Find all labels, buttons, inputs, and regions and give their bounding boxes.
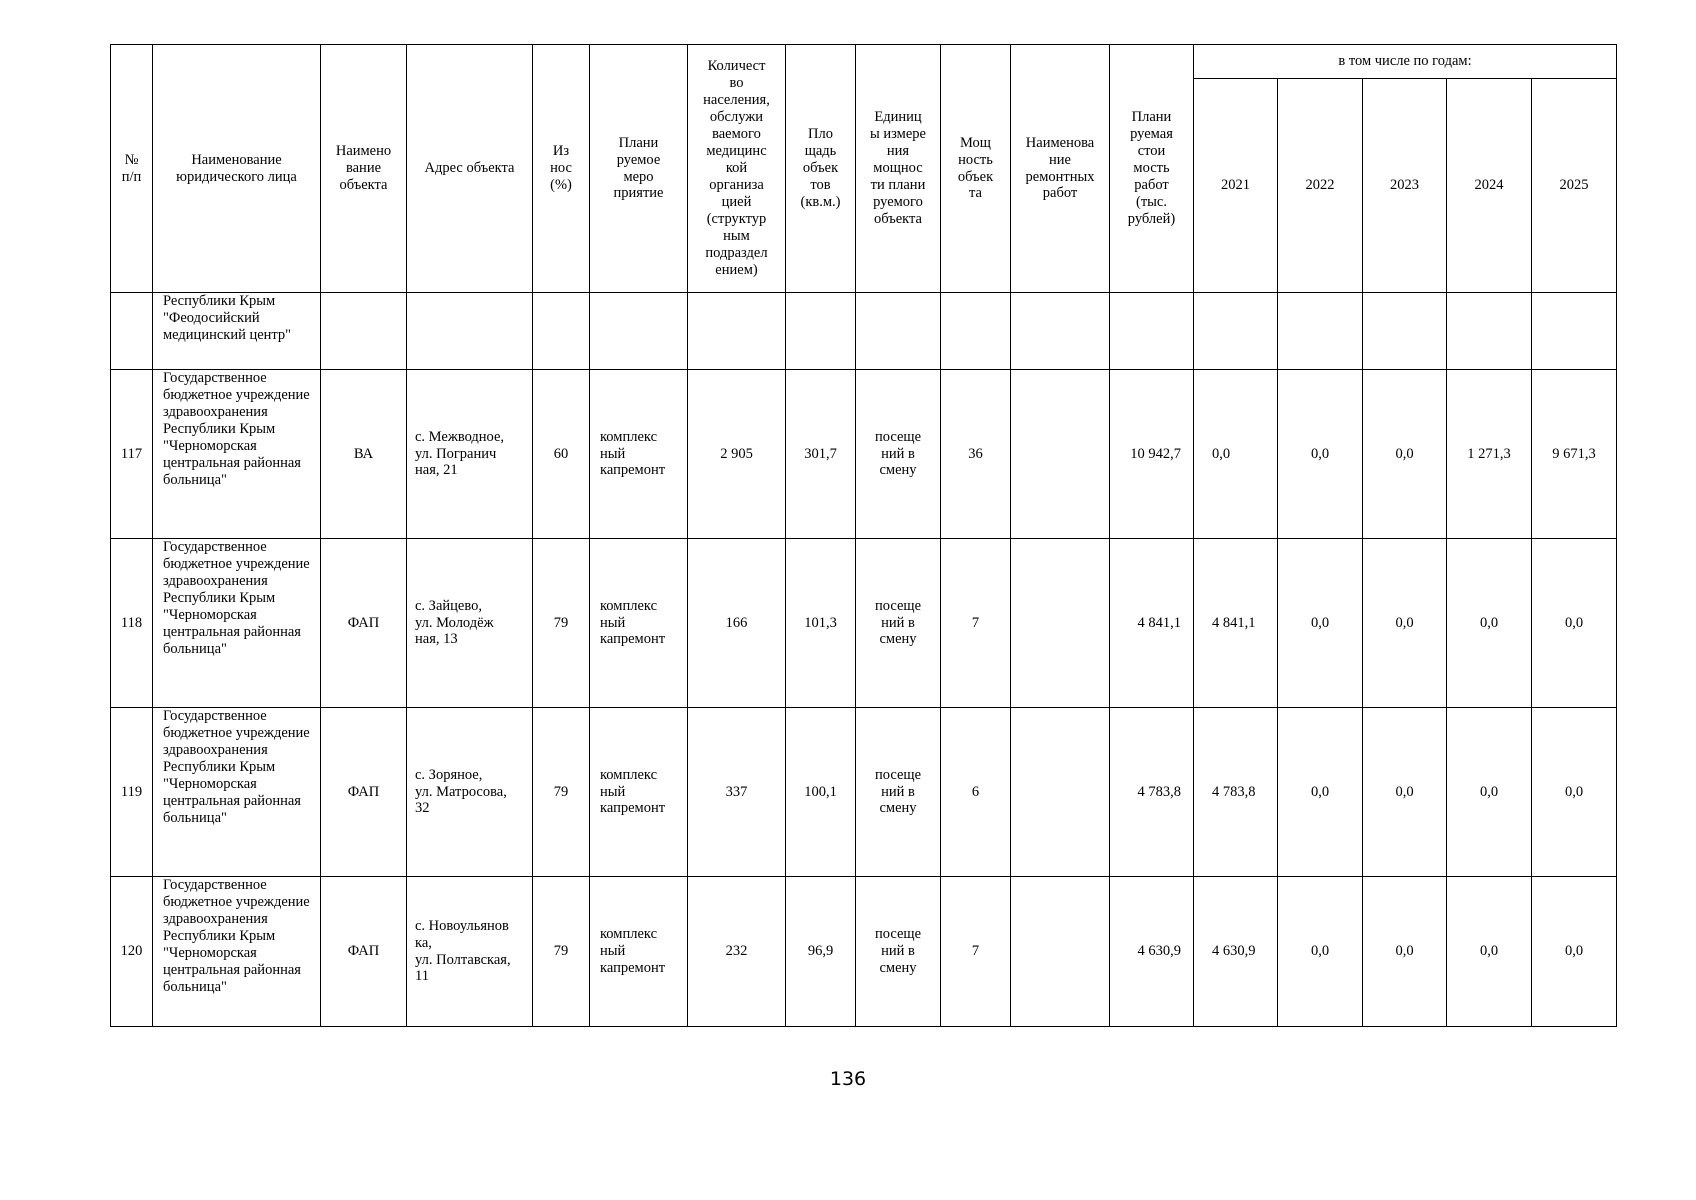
wear-cell: 79: [533, 708, 590, 877]
header-year-2021: 2021: [1194, 79, 1278, 293]
year-2023-cell: 0,0: [1363, 877, 1447, 1027]
cost-cell: 10 942,7: [1110, 370, 1194, 539]
header-population: Количест во населения, обслужи ваемого медицинс кой организа цией (структур ным подраздел ением): [688, 45, 786, 293]
year-2023-cell: 0,0: [1363, 539, 1447, 708]
year-2021-cell: 4 630,9: [1194, 877, 1278, 1027]
year-2025-cell: 0,0: [1532, 539, 1617, 708]
area-cell: 101,3: [786, 539, 856, 708]
year-2021-cell: 4 783,8: [1194, 708, 1278, 877]
year-2024-cell: 0,0: [1447, 708, 1532, 877]
year-2022-cell: 0,0: [1278, 370, 1363, 539]
page-number: 136: [829, 1068, 867, 1090]
year-2024-cell: 0,0: [1447, 877, 1532, 1027]
year-2022-cell: 0,0: [1278, 708, 1363, 877]
repair-name-cell: [1011, 370, 1110, 539]
header-unit: Единиц ы измере ния мощнос ти плани руемого объекта: [856, 45, 941, 293]
year-2025-cell: 9 671,3: [1532, 370, 1617, 539]
capacity-cell: 7: [941, 877, 1011, 1027]
header-year-2024: 2024: [1447, 79, 1532, 293]
header-cost: Плани руемая стои мость работ (тыс. рублей): [1110, 45, 1194, 293]
header-wear: Из нос (%): [533, 45, 590, 293]
activity-cell: комплекс ный капремонт: [590, 877, 688, 1027]
legal-name-cell: Республики Крым "Феодосийский медицинский центр": [153, 293, 321, 370]
legal-name-cell: Государственное бюджетное учреждение здравоохранения Республики Крым "Черноморская центральная районная больница": [153, 539, 321, 708]
area-cell: 100,1: [786, 708, 856, 877]
header-object-name: Наимено вание объекта: [321, 45, 407, 293]
activity-cell: комплекс ный капремонт: [590, 370, 688, 539]
table-row-continued: [111, 293, 1617, 370]
capacity-cell: 36: [941, 370, 1011, 539]
population-cell: 166: [688, 539, 786, 708]
address-cell: с. Межводное, ул. Погранич ная, 21: [407, 370, 533, 539]
header-num: № п/п: [111, 45, 153, 293]
object-name-cell: ФАП: [321, 877, 407, 1027]
legal-name-cell: Государственное бюджетное учреждение здравоохранения Республики Крым "Черноморская центральная районная больница": [153, 708, 321, 877]
unit-cell: посеще ний в смену: [856, 539, 941, 708]
header-area: Пло щадь объек тов (кв.м.): [786, 45, 856, 293]
header-address: Адрес объекта: [407, 45, 533, 293]
header-by-years: в том числе по годам:: [1194, 45, 1617, 79]
legal-name-cell: Государственное бюджетное учреждение здравоохранения Республики Крым "Черноморская центральная районная больница": [153, 877, 321, 1027]
table-row: [111, 877, 1617, 1027]
row-number: 119: [111, 708, 153, 877]
capacity-cell: 7: [941, 539, 1011, 708]
area-cell: 96,9: [786, 877, 856, 1027]
activity-cell: комплекс ный капремонт: [590, 539, 688, 708]
table-row: [111, 708, 1617, 877]
year-2025-cell: 0,0: [1532, 877, 1617, 1027]
year-2022-cell: 0,0: [1278, 877, 1363, 1027]
table-row: [111, 539, 1617, 708]
year-2022-cell: 0,0: [1278, 539, 1363, 708]
year-2024-cell: 1 271,3: [1447, 370, 1532, 539]
row-number: 120: [111, 877, 153, 1027]
header-activity: Плани руемое меро приятие: [590, 45, 688, 293]
legal-name-cell: Государственное бюджетное учреждение здравоохранения Республики Крым "Черноморская центральная районная больница": [153, 370, 321, 539]
capacity-cell: 6: [941, 708, 1011, 877]
address-cell: с. Новоульянов ка, ул. Полтавская, 11: [407, 877, 533, 1027]
row-number: 118: [111, 539, 153, 708]
header-legal-name: Наименование юридического лица: [153, 45, 321, 293]
header-year-2022: 2022: [1278, 79, 1363, 293]
object-name-cell: ФАП: [321, 708, 407, 877]
population-cell: 2 905: [688, 370, 786, 539]
cost-cell: 4 841,1: [1110, 539, 1194, 708]
object-name-cell: ВА: [321, 370, 407, 539]
repair-name-cell: [1011, 708, 1110, 877]
wear-cell: 60: [533, 370, 590, 539]
activity-cell: комплекс ный капремонт: [590, 708, 688, 877]
year-2023-cell: 0,0: [1363, 708, 1447, 877]
repair-name-cell: [1011, 539, 1110, 708]
object-name-cell: ФАП: [321, 539, 407, 708]
header-repair-name: Наименова ние ремонтных работ: [1011, 45, 1110, 293]
header-capacity: Мощ ность объек та: [941, 45, 1011, 293]
address-cell: с. Зайцево, ул. Молодёж ная, 13: [407, 539, 533, 708]
area-cell: 301,7: [786, 370, 856, 539]
wear-cell: 79: [533, 539, 590, 708]
year-2021-cell: 0,0: [1194, 370, 1278, 539]
unit-cell: посеще ний в смену: [856, 370, 941, 539]
repair-plan-table: [110, 44, 1617, 1027]
year-2024-cell: 0,0: [1447, 539, 1532, 708]
table-row: [111, 370, 1617, 539]
address-cell: с. Зоряное, ул. Матросова, 32: [407, 708, 533, 877]
year-2021-cell: 4 841,1: [1194, 539, 1278, 708]
header-year-2023: 2023: [1363, 79, 1447, 293]
wear-cell: 79: [533, 877, 590, 1027]
population-cell: 337: [688, 708, 786, 877]
year-2025-cell: 0,0: [1532, 708, 1617, 877]
year-2023-cell: 0,0: [1363, 370, 1447, 539]
population-cell: 232: [688, 877, 786, 1027]
row-number: 117: [111, 370, 153, 539]
header-year-2025: 2025: [1532, 79, 1617, 293]
unit-cell: посеще ний в смену: [856, 877, 941, 1027]
unit-cell: посеще ний в смену: [856, 708, 941, 877]
repair-name-cell: [1011, 877, 1110, 1027]
cost-cell: 4 630,9: [1110, 877, 1194, 1027]
cost-cell: 4 783,8: [1110, 708, 1194, 877]
